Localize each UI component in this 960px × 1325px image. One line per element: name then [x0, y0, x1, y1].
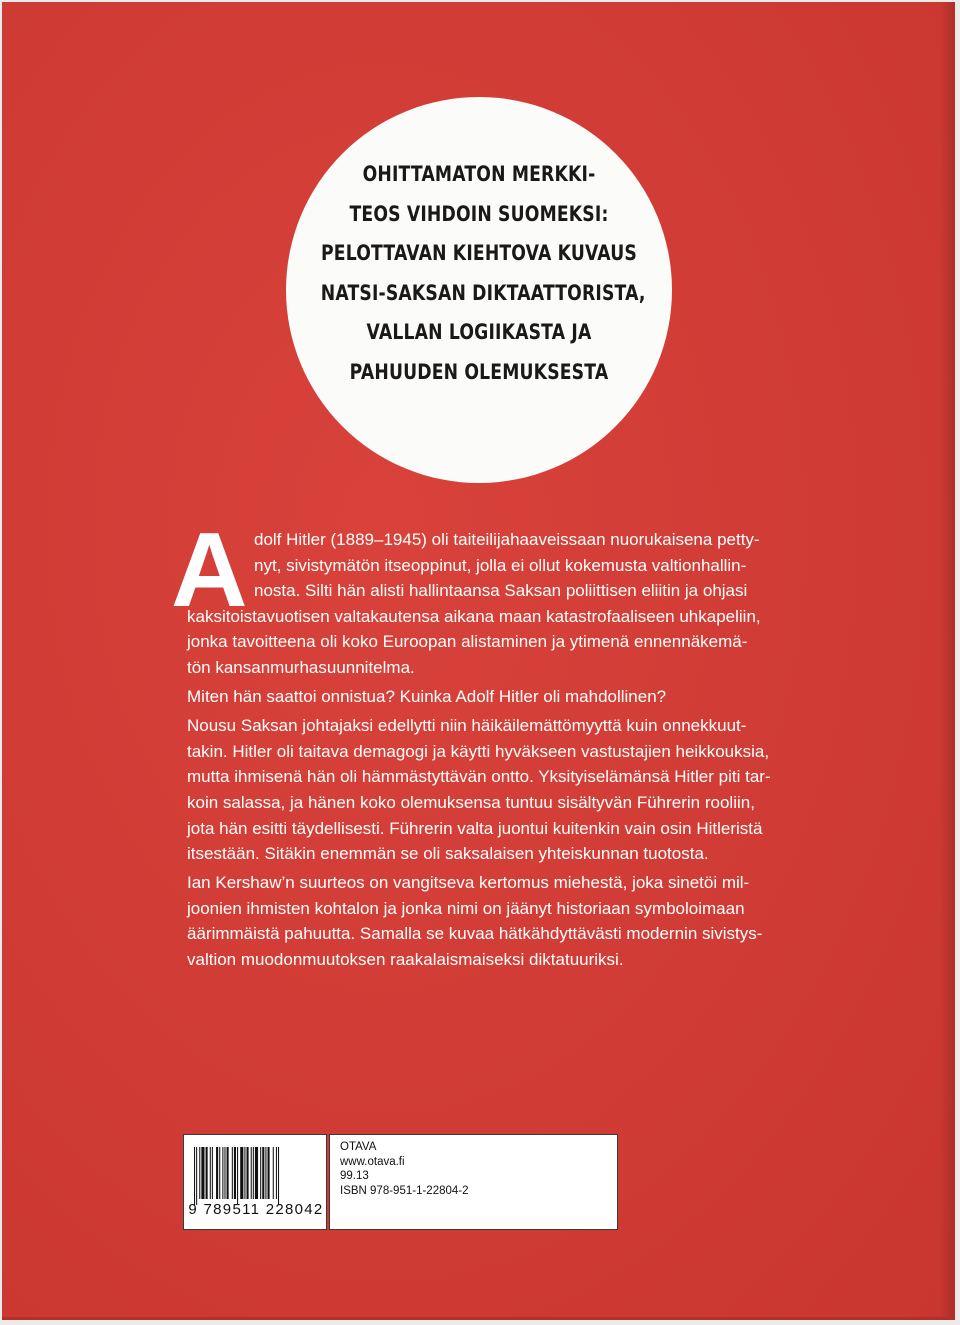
blurb-text — [187, 527, 779, 973]
blurb-line: tön kansanmurhasuunnitelma. — [187, 657, 415, 677]
blurb-line: nosta. Silti hän alisti hallintaansa Saksan poliittisen eliitin ja ohjasi — [254, 581, 748, 601]
tagline-line: OHITTAMATON MERKKI- — [362, 162, 596, 186]
tagline-line: VALLAN LOGIIKASTA JA — [366, 320, 592, 344]
blurb-line: Nousu Saksan johtajaksi edellytti niin häikäilemättömyyttä kuin onnekkuut- — [187, 716, 747, 736]
barcode-icon — [192, 1147, 320, 1205]
blurb-paragraph — [187, 713, 779, 867]
blurb-paragraph — [187, 527, 779, 681]
blurb-line: Miten hän saattoi onnistua? Kuinka Adolf Hitler oli mahdollinen? — [187, 687, 667, 707]
barcode-label — [183, 1134, 327, 1230]
blurb-line: koin salassa, ja hänen koko olemuksensa tuntuu sisältyvän Führerin rooliin, — [187, 792, 755, 812]
blurb-line: mutta ihmisenä hän oli hämmästyttävän ontto. Yksityiselämänsä Hitler piti tar- — [187, 767, 771, 787]
tagline-line: PELOTTAVAN KIEHTOVA KUVAUS — [321, 241, 637, 265]
blurb-line: itsestään. Sitäkin enemmän se oli saksalaisen yhteiskunnan tuotosta. — [187, 844, 709, 864]
blurb-line: Ian Kershaw’n suurteos on vangitseva kertomus miehestä, joka sinetöi mil- — [187, 873, 750, 893]
blurb-line: jota hän esitti täydellisesti. Führerin valta juontui kuitenkin vain osin Hitleristä — [187, 818, 763, 838]
blurb-line: joonien ihmisten kohtalon ja jonka nimi on jäänyt historiaan symboloimaan — [187, 898, 745, 918]
tagline-line: NATSI-SAKSAN DIKTAATTORISTA, — [320, 280, 646, 305]
blurb-line: nyt, sivistymätön itseoppinut, jolla ei ollut kokemusta valtionhallin- — [254, 555, 747, 575]
blurb-line: dolf Hitler (1889–1945) oli taiteilijahaaveissaan nuorukaisena petty- — [254, 530, 760, 549]
product-code: 99.13 — [340, 1170, 369, 1182]
publisher-name: OTAVA — [340, 1141, 377, 1153]
publisher-website: www.otava.fi — [340, 1155, 405, 1168]
cover-edge-shadow — [940, 2, 952, 1317]
isbn: ISBN 978-951-1-22804-2 — [340, 1184, 469, 1197]
barcode-digits: 9 789511 228042 — [188, 1201, 324, 1218]
blurb-line: takin. Hitler oli taitava demagogi ja käytti hyväkseen vastustajien heikkouksia, — [187, 741, 770, 761]
blurb-line: kaksitoistavuotisen valtakautensa aikana maan katastrofaaliseen uhkapeliin, — [187, 606, 761, 626]
tagline-line: PAHUUDEN OLEMUKSESTA — [349, 359, 609, 384]
badge-tagline — [320, 155, 646, 392]
blurb-paragraph — [187, 684, 779, 710]
blurb-line: jonka tavoitteena oli koko Euroopan alistaminen ja ytimenä ennennäkemä- — [187, 632, 748, 652]
tagline-line: TEOS VIHDOIN SUOMEKSI: — [349, 201, 609, 226]
drop-cap: A — [171, 511, 248, 629]
publisher-info-box — [329, 1134, 618, 1230]
blurb-line: äärimmäistä pahuutta. Samalla se kuvaa hätkähdyttävästi modernin sivistys- — [187, 924, 763, 944]
blurb-paragraph — [187, 870, 779, 972]
blurb-line: valtion muodonmuutoksen raakalaismaiseksi diktatuuriksi. — [187, 950, 624, 969]
